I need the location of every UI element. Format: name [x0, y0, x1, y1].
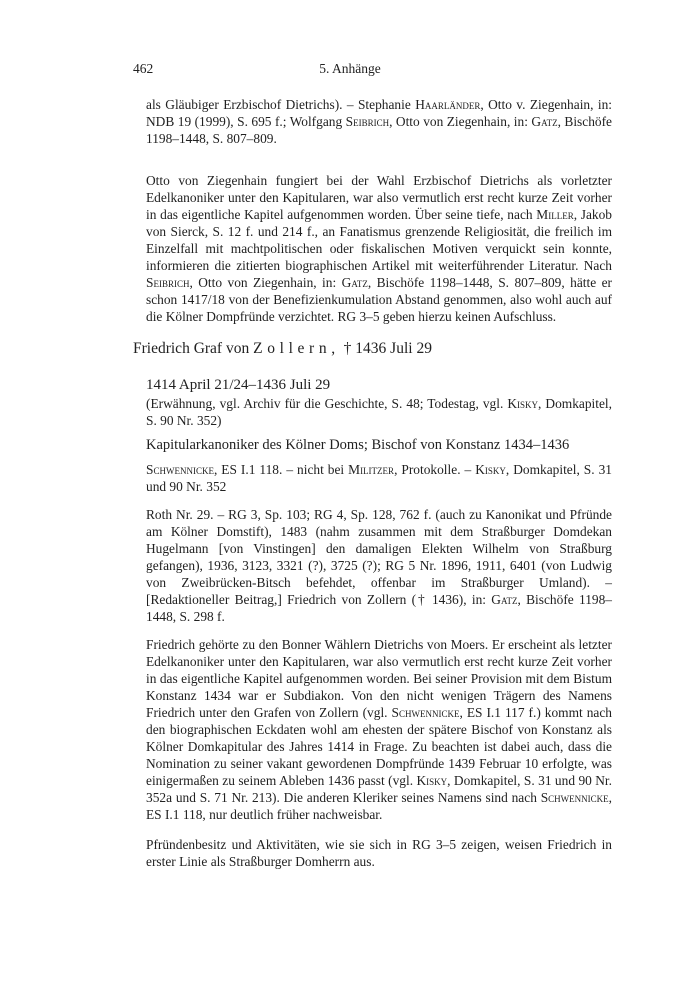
entry-friedrich-von-zollern — [133, 339, 612, 870]
friedrich-literature-paragraph: Schwennicke, ES I.1 118. – nicht bei Militzer, Protokolle. – Kisky, Domkapitel, S. 31 und 90 Nr. 352 — [146, 462, 612, 494]
otto-commentary-paragraph: Otto von Ziegenhain fungiert bei der Wahl Erzbischof Dietrichs als vorletzter Edelkanoniker unter den Kapitularen, war also vermutlich erst recht kurze Zeit vorher in das eigentliche Kapitel aufgenommen worden. Über seine tiefe, nach Miller, Jakob von Sierck, S. 12 f. und 214 f., an Fanatismus grenzende Religiosität, die freilich im Einzelfall mit machtpolitischen oder fiskalischen Motiven verquickt sein konnte, informieren die zitierten biographischen Artikel mit weiterführender Literatur. Nach Seibrich, Otto von Ziegenhain, in: Gatz, Bischöfe 1198–1448, S. 807–809, hätte er schon 1417/18 von der Benefizienkumulation Abstand genommen, also wohl auch auf die Kölner Dompfründe verzichtet. RG 3–5 geben hierzu keinen Aufschluss. — [146, 173, 613, 324]
offices-line: Kapitularkanoniker des Kölner Doms; Bischof von Konstanz 1434–1436 — [146, 437, 570, 453]
entry-heading: Friedrich Graf von Zollern, † 1436 Juli 29 — [133, 340, 432, 357]
page-header — [133, 60, 612, 77]
friedrich-commentary-paragraph: Friedrich gehörte zu den Bonner Wählern Dietrichs von Moers. Er erscheint als letzter Edelkanoniker unter den Kapitularen, war also vermutlich erst recht kurze Zeit vorher in das eigentliche Kapitel aufgenommen worden. Bei seiner Provision mit dem Bistum Konstanz 1434 war er Subdiakon. Von den nicht wenigen Trägern des Namens Friedrich unter den Grafen von Zollern (vgl. Schwennicke, ES I.1 117 f.) kommt nach den biographischen Eckdaten wohl am ehesten der spätere Bischof von Konstanz als Kölner Domkapitular des Jahres 1414 in Frage. Zu beachten ist dabei auch, dass die Nomination zu seiner vakant gewordenen Dompfründe 1439 Februar 10 erfolgte, was einigermaßen zu seinem Ableben 1436 passt (vgl. Kisky, Domkapitel, S. 31 und 90 Nr. 352a und S. 71 Nr. 213). Die anderen Kleriker seines Namens sind nach Schwennicke, ES I.1 118, nur deutlich früher nachweisbar. — [146, 637, 613, 822]
page-number: 462 — [133, 61, 154, 76]
tenure-dates: 1414 April 21/24–1436 Juli 29 — [146, 377, 331, 393]
tenure-note: (Erwähnung, vgl. Archiv für die Geschichte, S. 48; Todestag, vgl. Kisky, Domkapitel, S. 90 Nr. 352) — [146, 396, 612, 428]
running-title: 5. Anhänge — [319, 61, 381, 76]
otto-literature-paragraph: als Gläubiger Erzbischof Dietrichs). – Stephanie Haarländer, Otto v. Ziegenhain, in: NDB 19 (1999), S. 695 f.; Wolfgang Seibrich, Otto von Ziegenhain, in: Gatz, Bischöfe 1198–1448, S. 807–809. — [146, 97, 612, 146]
entry-otto-von-ziegenhain — [133, 96, 612, 325]
friedrich-sources-paragraph: Roth Nr. 29. – RG 3, Sp. 103; RG 4, Sp. 128, 762 f. (auch zu Kanonikat und Pfründe am Kölner Domstift), 1483 (nahm zusammen mit dem Straßburger Domdekan Hugelmann [von Vinstingen] den damaligen Elekten Wilhelm von Straßburg gefangen), 1936, 3123, 3321 (?), 3725 (?); RG 5 Nr. 1896, 1911, 6401 (von Ludwig von Zweibrücken-Bitsch befehdet, offenbar im Straßburger Umland). – [Redaktioneller Beitrag,] Friedrich von Zollern († 1436), in: Gatz, Bischöfe 1198–1448, S. 298 f. — [146, 507, 612, 624]
friedrich-closing-paragraph: Pfründenbesitz und Aktivitäten, wie sie sich in RG 3–5 zeigen, weisen Friedrich in erster Linie als Straßburger Domherrn aus. — [146, 837, 612, 869]
type-area — [133, 60, 612, 870]
